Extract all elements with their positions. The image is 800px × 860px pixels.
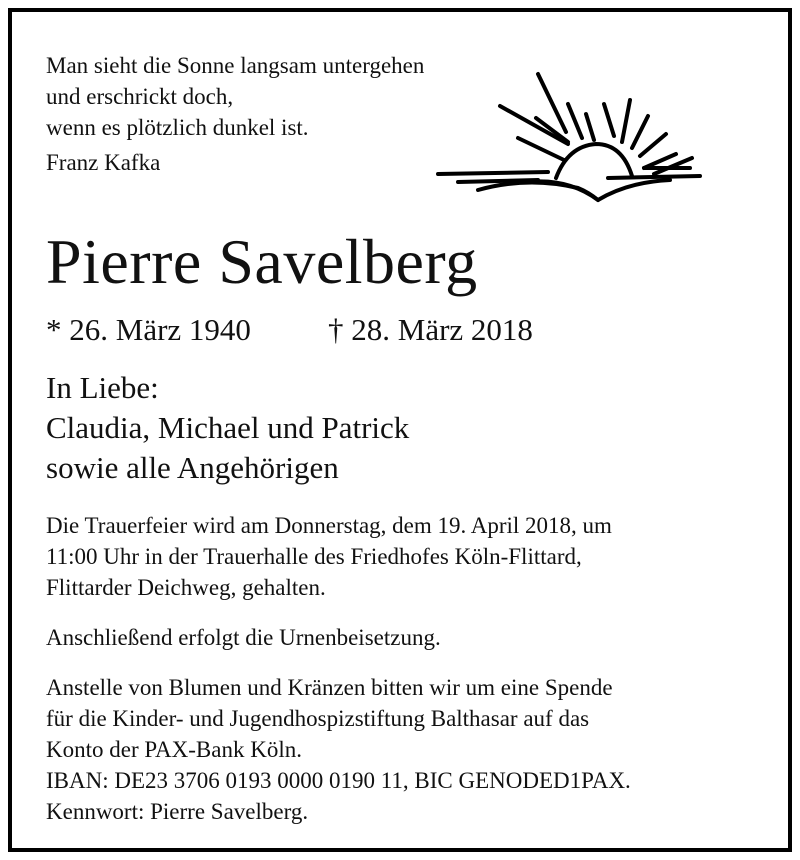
mourners-line: In Liebe: <box>46 370 159 405</box>
donation-paragraph <box>46 672 631 827</box>
quote-line: wenn es plötzlich dunkel ist. <box>46 115 309 140</box>
kafka-quote <box>46 50 424 178</box>
donation-keyword: Kennwort: Pierre Savelberg. <box>46 799 309 824</box>
donation-line: Konto der PAX-Bank Köln. <box>46 737 302 762</box>
deceased-name: Pierre Savelberg <box>46 226 478 297</box>
mourners-line: Claudia, Michael und Patrick <box>46 410 410 445</box>
donation-line: Anstelle von Blumen und Kränzen bitten wir um eine Spende <box>46 675 613 700</box>
mourners-line: sowie alle Angehörigen <box>46 450 339 485</box>
quote-line: und erschrickt doch, <box>46 84 234 109</box>
ceremony-line: Flittarder Deichweg, gehalten. <box>46 575 326 600</box>
mourners <box>46 368 409 488</box>
life-dates <box>46 310 766 350</box>
quote-line: Man sieht die Sonne langsam untergehen <box>46 53 425 78</box>
iban-line: IBAN: DE23 3706 0193 0000 0190 11, BIC GENODED1PAX. <box>46 768 631 793</box>
death-date: † 28. März 2018 <box>328 312 533 347</box>
ceremony-paragraph <box>46 510 612 603</box>
burial-line: Anschließend erfolgt die Urnenbeisetzung. <box>46 625 441 650</box>
birth-date: * 26. März 1940 <box>46 312 251 347</box>
ceremony-line: Die Trauerfeier wird am Donnerstag, dem 19. April 2018, um <box>46 513 612 538</box>
ceremony-line: 11:00 Uhr in der Trauerhalle des Friedhofes Köln-Flittard, <box>46 544 582 569</box>
burial-paragraph <box>46 622 441 653</box>
donation-line: für die Kinder- und Jugendhospizstiftung Balthasar auf das <box>46 706 590 731</box>
quote-author: Franz Kafka <box>46 150 161 175</box>
sunset-book-icon <box>418 64 758 216</box>
